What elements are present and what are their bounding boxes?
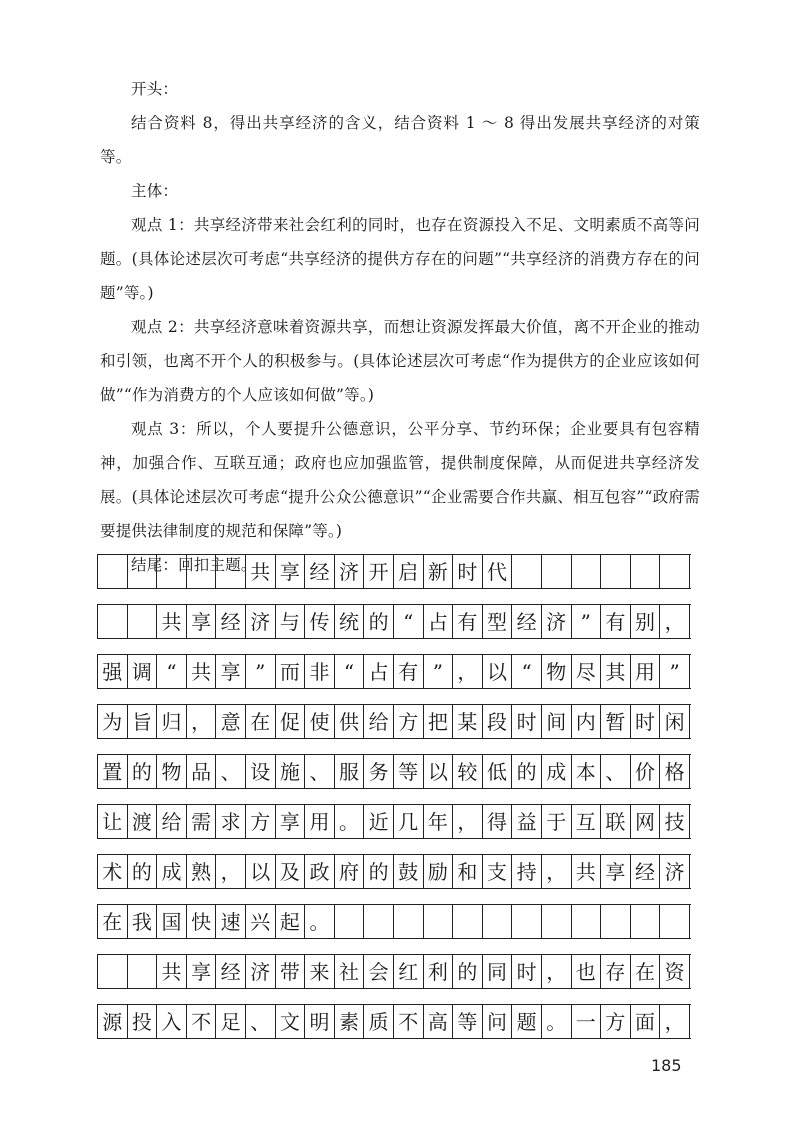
grid-cell: 有 (601, 605, 631, 638)
grid-cell: “ (335, 655, 365, 688)
grid-row (97, 854, 691, 889)
grid-cell: 技 (660, 805, 690, 838)
grid-cell: ” (660, 655, 690, 688)
grid-cell: 利 (424, 955, 454, 988)
grid-cell: “ (157, 655, 187, 688)
grid-cell (394, 905, 424, 938)
grid-cell: 。 (335, 805, 365, 838)
grid-cell: 段 (483, 705, 513, 738)
grid-cell (424, 905, 454, 938)
grid-cell: 面 (631, 1005, 661, 1038)
grid-cell: 经 (305, 555, 335, 588)
grid-cell: 新 (424, 555, 454, 588)
grid-cell: 非 (305, 655, 335, 688)
grid-cell: 几 (394, 805, 424, 838)
grid-cell: 强 (98, 655, 128, 688)
grid-cell: 享 (276, 555, 306, 588)
grid-cell: 共 (187, 655, 217, 688)
grid-cell: 意 (216, 705, 246, 738)
grid-cell: 题 (512, 1005, 542, 1038)
grid-row (97, 654, 691, 689)
grid-cell: ， (453, 655, 483, 688)
grid-cell (98, 555, 128, 588)
grid-cell: 代 (483, 555, 513, 588)
grid-cell: 也 (572, 955, 602, 988)
grid-cell: 在 (631, 955, 661, 988)
grid-cell: 问 (483, 1005, 513, 1038)
grid-cell (98, 955, 128, 988)
grid-cell: 其 (601, 655, 631, 688)
grid-cell: 一 (572, 1005, 602, 1038)
grid-cell (157, 555, 187, 588)
grid-cell: 时 (453, 555, 483, 588)
grid-cell: 经 (216, 605, 246, 638)
grid-cell: 励 (424, 855, 454, 888)
grid-cell: 成 (157, 855, 187, 888)
grid-cell: 为 (98, 705, 128, 738)
grid-cell (187, 555, 217, 588)
grid-row (97, 904, 691, 939)
grid-cell: 年 (424, 805, 454, 838)
grid-cell: 享 (187, 955, 217, 988)
grid-cell: 格 (660, 755, 690, 788)
grid-cell: 别 (631, 605, 661, 638)
grid-cell: 联 (601, 805, 631, 838)
grid-cell: 府 (335, 855, 365, 888)
grid-cell: 品 (187, 755, 217, 788)
grid-cell (128, 605, 158, 638)
grid-cell: 时 (631, 705, 661, 738)
grid-cell: 在 (98, 905, 128, 938)
grid-cell: 的 (128, 855, 158, 888)
grid-cell: 。 (542, 1005, 572, 1038)
grid-cell: 经 (512, 605, 542, 638)
grid-cell: 置 (98, 755, 128, 788)
outline-line: 观点 3：所以，个人要提升公德意识，公平分享、节约环保；企业要具有包容精神，加强合作、互联互通；政府也应加强监管，提供制度保障，从而促进共享经济发展。(具体论述层次可考虑“提升公众公德意识”“企业需要合作共赢、相互包容”“政府需要提供法律制度的规范和保障”等。) (100, 420, 700, 540)
grid-cell (128, 955, 158, 988)
grid-cell (542, 555, 572, 588)
grid-cell: 以 (424, 755, 454, 788)
grid-cell: 内 (572, 705, 602, 738)
grid-cell: 于 (542, 805, 572, 838)
grid-cell (660, 905, 690, 938)
grid-cell: 促 (276, 705, 306, 738)
grid-cell (512, 555, 542, 588)
grid-cell: 施 (276, 755, 306, 788)
grid-cell: 济 (246, 605, 276, 638)
grid-cell: 熟 (187, 855, 217, 888)
grid-cell: 启 (394, 555, 424, 588)
grid-cell: 尽 (572, 655, 602, 688)
grid-cell: 济 (246, 955, 276, 988)
grid-cell: 设 (246, 755, 276, 788)
grid-cell (601, 905, 631, 938)
grid-cell: 支 (483, 855, 513, 888)
grid-cell: 济 (542, 605, 572, 638)
grid-cell: 鼓 (394, 855, 424, 888)
grid-cell (128, 555, 158, 588)
grid-cell: 共 (246, 555, 276, 588)
grid-cell (631, 555, 661, 588)
grid-cell: 需 (187, 805, 217, 838)
grid-cell: 闲 (660, 705, 690, 738)
grid-cell: 享 (276, 805, 306, 838)
grid-cell: 物 (157, 755, 187, 788)
grid-cell: 的 (512, 755, 542, 788)
grid-cell: 本 (572, 755, 602, 788)
grid-cell (364, 905, 394, 938)
grid-cell: 共 (572, 855, 602, 888)
grid-cell: 经 (216, 955, 246, 988)
grid-cell: 低 (483, 755, 513, 788)
grid-cell: ， (216, 855, 246, 888)
grid-cell: ， (660, 1005, 690, 1038)
grid-cell (216, 555, 246, 588)
grid-cell: ” (424, 655, 454, 688)
grid-cell: 在 (246, 705, 276, 738)
grid-cell: 不 (187, 1005, 217, 1038)
grid-cell: 占 (364, 655, 394, 688)
grid-cell (631, 905, 661, 938)
grid-cell: 方 (246, 805, 276, 838)
grid-cell (572, 555, 602, 588)
grid-cell: 共 (157, 605, 187, 638)
grid-cell: 以 (246, 855, 276, 888)
grid-row (97, 554, 691, 589)
grid-cell: ， (542, 955, 572, 988)
grid-cell: 务 (364, 755, 394, 788)
grid-cell: 素 (335, 1005, 365, 1038)
grid-cell: 红 (394, 955, 424, 988)
grid-cell: 某 (453, 705, 483, 738)
grid-cell: ” (246, 655, 276, 688)
grid-cell: 及 (276, 855, 306, 888)
grid-cell: 的 (128, 755, 158, 788)
page-number: 185 (651, 1056, 682, 1075)
grid-cell: 、 (246, 1005, 276, 1038)
grid-cell (98, 605, 128, 638)
grid-cell: 调 (128, 655, 158, 688)
grid-cell: 享 (601, 855, 631, 888)
outline-line: 观点 2：共享经济意味着资源共享，而想让资源发挥最大价值，离不开企业的推动和引领，也离不开个人的积极参与。(具体论述层次可考虑“作为提供方的企业应该如何做”“作为消费方的个人应该如何做”等。) (100, 318, 700, 404)
grid-cell (453, 905, 483, 938)
grid-cell: ， (542, 855, 572, 888)
grid-cell: 得 (483, 805, 513, 838)
grid-cell: 而 (276, 655, 306, 688)
grid-cell: 渡 (128, 805, 158, 838)
grid-cell: 归 (157, 705, 187, 738)
grid-cell (335, 905, 365, 938)
grid-cell: 兴 (246, 905, 276, 938)
grid-cell: 时 (512, 705, 542, 738)
grid-cell: 经 (631, 855, 661, 888)
grid-cell: 术 (98, 855, 128, 888)
grid-cell: 入 (157, 1005, 187, 1038)
grid-row (97, 804, 691, 839)
grid-cell: 足 (216, 1005, 246, 1038)
grid-cell: 资 (660, 955, 690, 988)
grid-cell: 等 (453, 1005, 483, 1038)
outline-line: 观点 1：共享经济带来社会红利的同时，也存在资源投入不足、文明素质不高等问题。(具体论述层次可考虑“共享经济的提供方存在的问题”“共享经济的消费方存在的问题”等。) (100, 216, 700, 302)
outline-text (100, 72, 700, 582)
grid-cell: ” (572, 605, 602, 638)
outline-line: 主体： (131, 182, 179, 200)
grid-cell: 暂 (601, 705, 631, 738)
grid-cell: 存 (601, 955, 631, 988)
grid-cell: 快 (187, 905, 217, 938)
grid-cell: 我 (128, 905, 158, 938)
grid-cell: 成 (542, 755, 572, 788)
grid-cell: 求 (216, 805, 246, 838)
grid-cell: 、 (305, 755, 335, 788)
grid-cell: 质 (364, 1005, 394, 1038)
grid-cell: 方 (394, 705, 424, 738)
grid-cell: 同 (483, 955, 513, 988)
grid-cell: 等 (394, 755, 424, 788)
grid-cell: ， (453, 805, 483, 838)
grid-cell: 的 (364, 605, 394, 638)
grid-cell: “ (394, 605, 424, 638)
outline-line: 开头： (131, 80, 179, 98)
grid-row (97, 704, 691, 739)
grid-cell: 用 (305, 805, 335, 838)
grid-cell: 有 (453, 605, 483, 638)
grid-cell: 。 (305, 905, 335, 938)
grid-cell: 济 (660, 855, 690, 888)
grid-cell: 时 (512, 955, 542, 988)
grid-cell: ， (660, 605, 690, 638)
grid-cell: 文 (276, 1005, 306, 1038)
grid-cell: 和 (453, 855, 483, 888)
grid-cell: 共 (157, 955, 187, 988)
grid-cell: 持 (512, 855, 542, 888)
grid-cell: 占 (424, 605, 454, 638)
grid-cell (542, 905, 572, 938)
grid-row (97, 604, 691, 639)
grid-cell: 使 (305, 705, 335, 738)
grid-cell: ， (187, 705, 217, 738)
grid-cell: 近 (364, 805, 394, 838)
grid-cell: 起 (276, 905, 306, 938)
grid-cell (601, 555, 631, 588)
grid-cell: 高 (424, 1005, 454, 1038)
essay-grid (97, 554, 691, 1054)
grid-cell: 统 (335, 605, 365, 638)
grid-cell: 服 (335, 755, 365, 788)
grid-cell: 间 (542, 705, 572, 738)
grid-cell: 有 (394, 655, 424, 688)
grid-cell: 型 (483, 605, 513, 638)
grid-cell: 社 (335, 955, 365, 988)
grid-cell: 方 (601, 1005, 631, 1038)
grid-cell: 享 (187, 605, 217, 638)
grid-cell: 来 (305, 955, 335, 988)
grid-cell: 投 (128, 1005, 158, 1038)
outline-line: 结尾：回扣主题。 (131, 556, 257, 574)
grid-cell: 明 (305, 1005, 335, 1038)
grid-cell: 让 (98, 805, 128, 838)
grid-cell (660, 555, 690, 588)
grid-cell: 以 (483, 655, 513, 688)
grid-cell: 带 (276, 955, 306, 988)
grid-cell: 供 (335, 705, 365, 738)
grid-cell: 、 (601, 755, 631, 788)
grid-row (97, 754, 691, 789)
grid-cell: 网 (631, 805, 661, 838)
grid-cell: 源 (98, 1005, 128, 1038)
grid-cell: 的 (364, 855, 394, 888)
grid-cell: 国 (157, 905, 187, 938)
outline-line: 结合资料 8，得出共享经济的含义，结合资料 1 ～ 8 得出发展共享经济的对策等。 (100, 114, 700, 166)
grid-row (97, 954, 691, 989)
grid-cell: 与 (276, 605, 306, 638)
grid-cell: 把 (424, 705, 454, 738)
grid-cell: 会 (364, 955, 394, 988)
grid-cell: 物 (542, 655, 572, 688)
grid-cell: 互 (572, 805, 602, 838)
grid-cell: 的 (453, 955, 483, 988)
grid-cell: 享 (216, 655, 246, 688)
grid-cell: “ (512, 655, 542, 688)
grid-cell: 价 (631, 755, 661, 788)
grid-cell: 开 (364, 555, 394, 588)
grid-cell: 用 (631, 655, 661, 688)
grid-cell: 给 (364, 705, 394, 738)
grid-cell: 济 (335, 555, 365, 588)
grid-cell (483, 905, 513, 938)
grid-cell: 、 (216, 755, 246, 788)
grid-cell: 给 (157, 805, 187, 838)
grid-row (97, 1004, 691, 1039)
grid-cell: 速 (216, 905, 246, 938)
grid-cell (572, 905, 602, 938)
grid-cell (512, 905, 542, 938)
grid-cell: 传 (305, 605, 335, 638)
grid-cell: 不 (394, 1005, 424, 1038)
grid-cell: 旨 (128, 705, 158, 738)
grid-cell: 较 (453, 755, 483, 788)
grid-cell: 益 (512, 805, 542, 838)
grid-cell: 政 (305, 855, 335, 888)
